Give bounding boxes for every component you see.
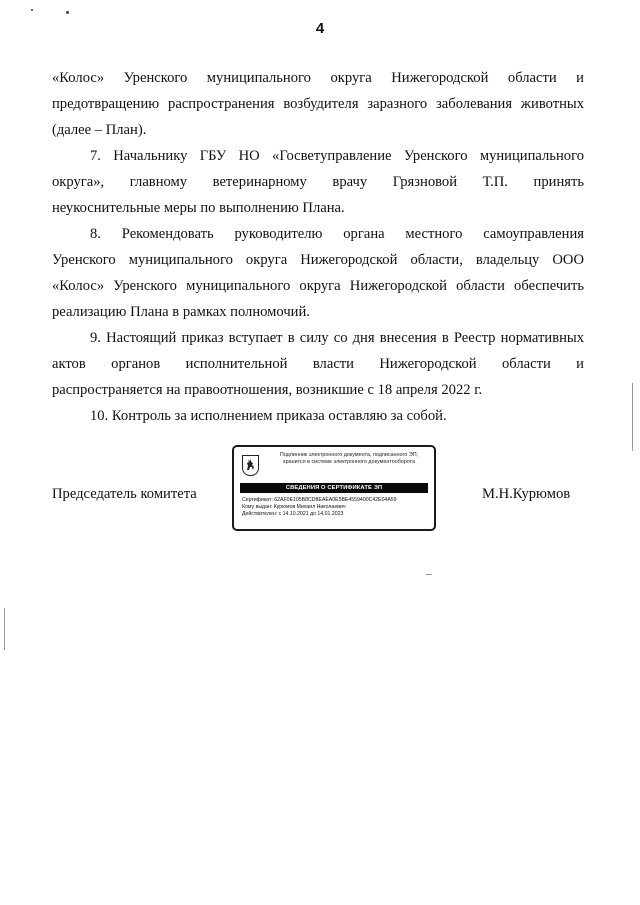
paragraph-8 — [52, 221, 584, 325]
paragraph-7 — [52, 143, 584, 221]
validity-label: Действителен: — [242, 511, 278, 517]
text-line: предотвращению распространения возбудителя заразного заболевания животных — [52, 96, 584, 112]
coat-of-arms-icon — [242, 455, 259, 476]
certificate-label: Сертификат: — [242, 497, 273, 503]
text-line: (далее – План). — [52, 122, 147, 138]
text-line: неукоснительные меры по выполнению Плана. — [52, 200, 345, 216]
text-line: «Колос» Уренского муниципального округа Нижегородской области обеспечить — [52, 278, 584, 294]
scan-speck — [66, 11, 69, 14]
validity-row — [242, 511, 432, 518]
scan-speck — [31, 9, 33, 11]
stamp-header — [265, 452, 433, 466]
text-line: 9. Настоящий приказ вступает в силу со дня внесения в Реестр нормативных — [90, 330, 584, 346]
text-line: 8. Рекомендовать руководителю органа местного самоуправления — [90, 226, 584, 242]
stamp-header-line: хранится в системе электронного документооборота — [282, 459, 416, 465]
certificate-value: 62AF0E105B8CD8EAEA0E5BE4559400C42E04A59 — [274, 497, 397, 503]
stamp-band: СВЕДЕНИЯ О СЕРТИФИКАТЕ ЭП — [240, 483, 428, 493]
signer-name: М.Н.Курюмов — [482, 486, 571, 502]
paragraph-10 — [52, 403, 584, 429]
text-line: 10. Контроль за исполнением приказа оставляю за собой. — [90, 408, 447, 424]
text-line: округа», главному ветеринарному врачу Грязновой Т.П. принять — [52, 174, 584, 190]
signer-title: Председатель комитета — [52, 486, 197, 502]
text-line: реализацию Плана в рамках полномочий. — [52, 304, 310, 320]
deer-emblem-icon — [243, 456, 258, 475]
issued-to-row — [242, 504, 432, 511]
text-line: актов органов исполнительной власти Нижегородской области и — [52, 356, 584, 372]
text-line: Уренского муниципального округа Нижегородской области, владельцу ООО — [52, 252, 584, 268]
scan-edge-mark — [426, 574, 432, 575]
certificate-row — [242, 497, 432, 504]
validity-value: с 14.10.2021 до 14.01.2023 — [278, 511, 344, 517]
electronic-signature-stamp — [232, 445, 436, 531]
stamp-header-line: Подлинник электронного документа, подписанного ЭП, — [279, 452, 419, 458]
scan-edge-mark — [632, 383, 633, 451]
text-line: «Колос» Уренского муниципального округа Нижегородской области и — [52, 70, 584, 86]
text-line: 7. Начальнику ГБУ НО «Госветуправление Уренского муниципального — [90, 148, 584, 164]
issued-to-label: Кому выдан: — [242, 504, 273, 510]
text-line: распространяется на правоотношения, возникшие с 18 апреля 2022 г. — [52, 382, 483, 398]
scan-edge-mark — [4, 608, 5, 650]
issued-to-value: Курюмов Михаил Николаевич — [273, 504, 346, 510]
paragraph-continued — [52, 65, 584, 143]
stamp-details — [242, 497, 432, 518]
page-number: 4 — [315, 20, 325, 37]
paragraph-9 — [52, 325, 584, 403]
